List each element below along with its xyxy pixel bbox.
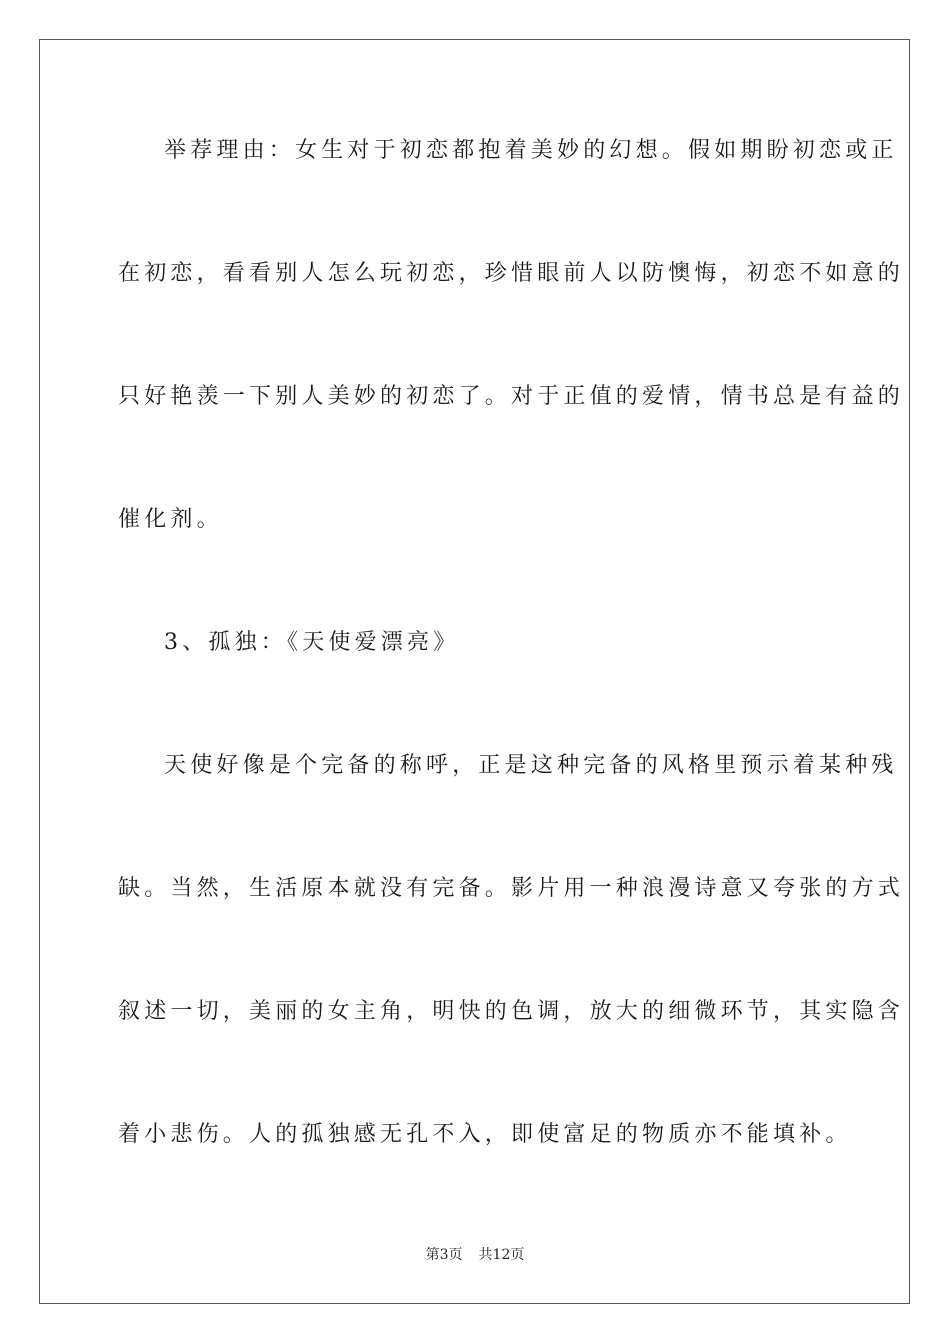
paragraph-3-line-3: 叙述一切，美丽的女主角，明快的色调，放大的细微环节，其实隐含 bbox=[118, 999, 905, 1024]
paragraph-1-line-3: 只好艳羡一下别人美妙的初恋了。对于正值的爱情，情书总是有益的 bbox=[118, 384, 905, 409]
page-number: 第3页 bbox=[425, 1247, 463, 1263]
section-heading: 3、孤独：《天使爱漂亮》 bbox=[164, 630, 460, 655]
paragraph-1-line-2: 在初恋，看看别人怎么玩初恋，珍惜眼前人以防懊悔，初恋不如意的 bbox=[118, 261, 905, 286]
paragraph-1-line-4: 催化剂。 bbox=[118, 507, 223, 532]
page-border bbox=[39, 39, 910, 1304]
paragraph-3-line-4: 着小悲伤。人的孤独感无孔不入，即使富足的物质亦不能填补。 bbox=[118, 1122, 852, 1147]
paragraph-1-line-1: 举荐理由：女生对于初恋都抱着美妙的幻想。假如期盼初恋或正 bbox=[164, 138, 898, 163]
total-pages: 共12页 bbox=[478, 1247, 525, 1263]
paragraph-3-line-2: 缺。当然，生活原本就没有完备。影片用一种浪漫诗意又夸张的方式 bbox=[118, 876, 905, 901]
page-footer bbox=[0, 1246, 950, 1264]
paragraph-3-line-1: 天使好像是个完备的称呼，正是这种完备的风格里预示着某种残 bbox=[164, 753, 898, 778]
